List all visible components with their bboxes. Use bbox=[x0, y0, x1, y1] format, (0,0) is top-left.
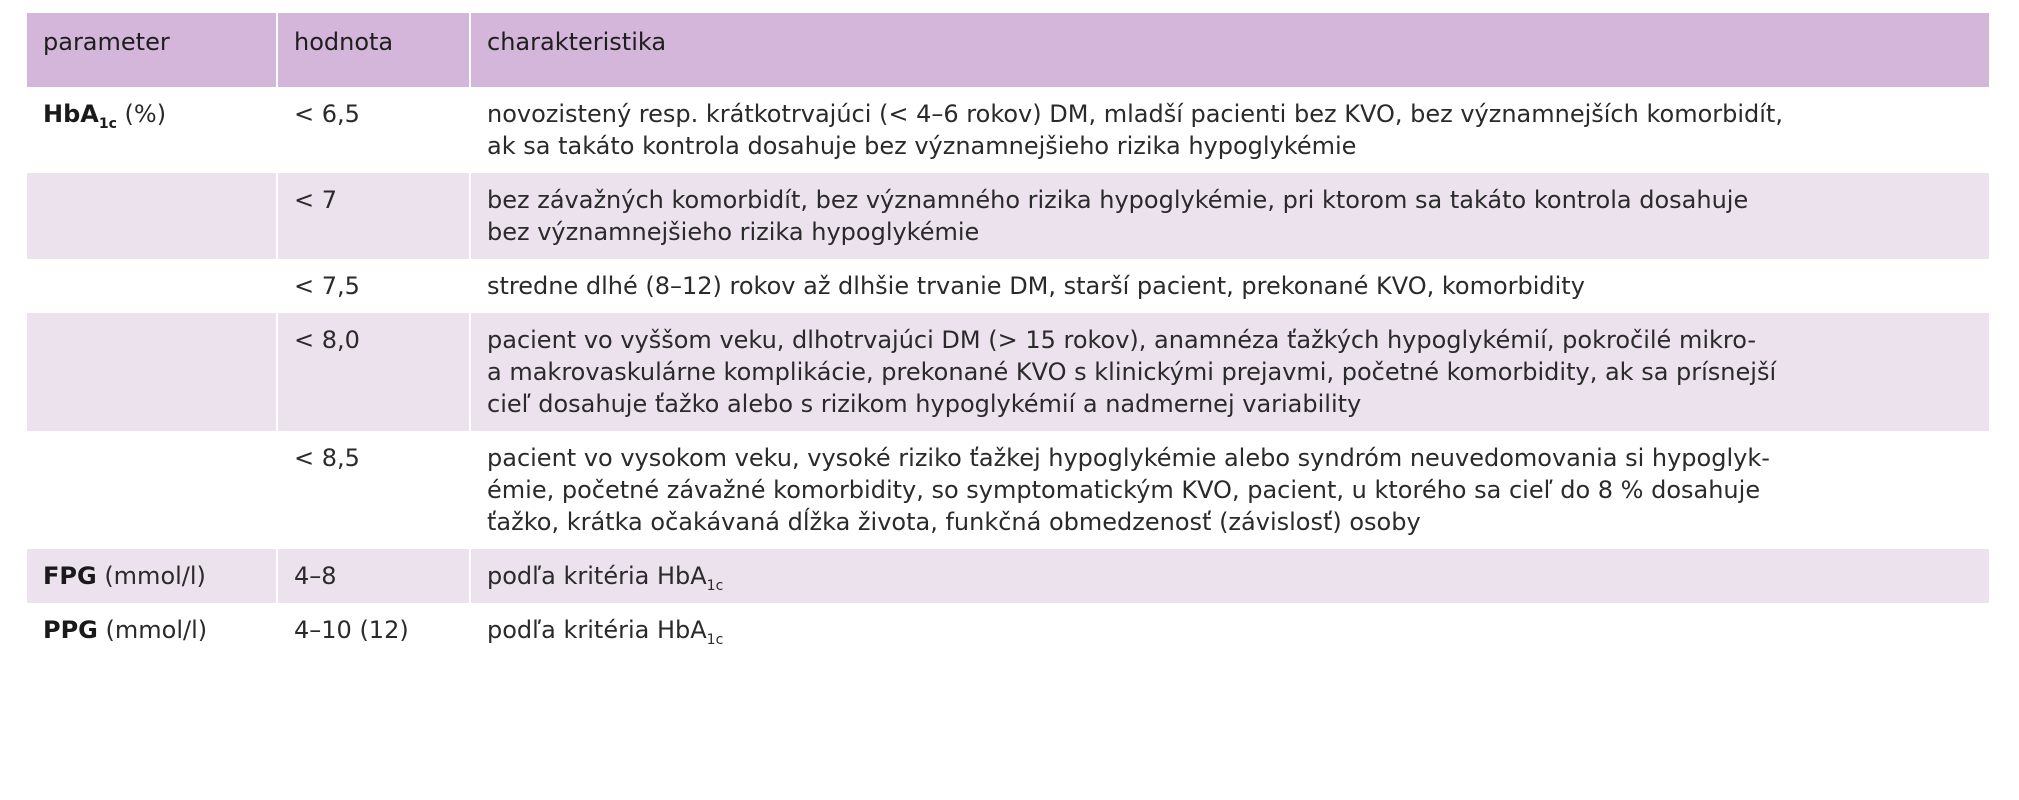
parameter-unit: (mmol/l) bbox=[96, 562, 206, 590]
glycemic-targets-table bbox=[27, 13, 1989, 657]
hodnota-cell: < 8,5 bbox=[277, 431, 470, 549]
parameter-cell bbox=[27, 259, 277, 313]
charakteristika-line: a makrovaskulárne komplikácie, prekonané KVO s klinickými prejavmi, početné komorbidity, ak sa prísnejší bbox=[487, 358, 1777, 386]
parameter-cell bbox=[27, 173, 277, 259]
table-container bbox=[27, 13, 1989, 657]
parameter-subscript: 1c bbox=[98, 116, 117, 132]
parameter-cell bbox=[27, 313, 277, 431]
table-row bbox=[27, 87, 1989, 173]
header-charakteristika: charakteristika bbox=[470, 13, 1989, 87]
parameter-cell bbox=[27, 87, 277, 173]
charakteristika-line: pacient vo vyššom veku, dlhotrvajúci DM (> 15 rokov), anamnéza ťažkých hypoglykémií, pokročilé mikro- bbox=[487, 326, 1757, 354]
charakteristika-cell bbox=[470, 87, 1989, 173]
hodnota-cell: 4–10 (12) bbox=[277, 603, 470, 657]
hodnota-cell: < 8,0 bbox=[277, 313, 470, 431]
table-row bbox=[27, 173, 1989, 259]
charakteristika-cell bbox=[470, 173, 1989, 259]
charakteristika-text: podľa kritéria HbA bbox=[487, 562, 707, 590]
hodnota-cell: < 7 bbox=[277, 173, 470, 259]
charakteristika-line: émie, početné závažné komorbidity, so symptomatickým KVO, pacient, u ktorého sa cieľ do 8 % dosahuje bbox=[487, 476, 1761, 504]
parameter-name: HbA bbox=[43, 100, 99, 128]
table-row bbox=[27, 313, 1989, 431]
table-row bbox=[27, 603, 1989, 657]
charakteristika-cell bbox=[470, 313, 1989, 431]
charakteristika-cell bbox=[470, 259, 1989, 313]
charakteristika-line: stredne dlhé (8–12) rokov až dlhšie trvanie DM, starší pacient, prekonané KVO, komorbidity bbox=[487, 272, 1585, 300]
table-row bbox=[27, 549, 1989, 603]
table-header-row bbox=[27, 13, 1989, 87]
charakteristika-line: novozistený resp. krátkotrvajúci (< 4–6 rokov) DM, mladší pacienti bez KVO, bez významnejších komorbidít, bbox=[487, 100, 1783, 128]
charakteristika-cell bbox=[470, 603, 1989, 657]
table-row bbox=[27, 431, 1989, 549]
parameter-name: FPG bbox=[43, 562, 97, 590]
charakteristika-line: cieľ dosahuje ťažko alebo s rizikom hypoglykémií a nadmernej variability bbox=[487, 390, 1362, 418]
charakteristika-subscript: 1c bbox=[706, 632, 724, 648]
hodnota-cell: < 7,5 bbox=[277, 259, 470, 313]
parameter-unit: (mmol/l) bbox=[97, 616, 208, 644]
charakteristika-line: bez závažných komorbidít, bez významného rizika hypoglykémie, pri ktorom sa takáto kontrola dosahuje bbox=[487, 186, 1749, 214]
parameter-cell bbox=[27, 431, 277, 549]
hodnota-cell: < 6,5 bbox=[277, 87, 470, 173]
parameter-unit: (%) bbox=[116, 100, 167, 128]
hodnota-cell: 4–8 bbox=[277, 549, 470, 603]
parameter-name: PPG bbox=[43, 616, 98, 644]
charakteristika-line: ťažko, krátka očakávaná dĺžka života, funkčná obmedzenosť (závislosť) osoby bbox=[487, 508, 1421, 536]
charakteristika-line: pacient vo vysokom veku, vysoké riziko ťažkej hypoglykémie alebo syndróm neuvedomovania si hypoglyk- bbox=[487, 444, 1770, 472]
charakteristika-line: ak sa takáto kontrola dosahuje bez významnejšieho rizika hypoglykémie bbox=[487, 132, 1357, 160]
charakteristika-subscript: 1c bbox=[706, 578, 724, 594]
charakteristika-line: bez významnejšieho rizika hypoglykémie bbox=[487, 218, 980, 246]
parameter-cell bbox=[27, 603, 277, 657]
charakteristika-cell bbox=[470, 431, 1989, 549]
parameter-cell bbox=[27, 549, 277, 603]
header-parameter: parameter bbox=[27, 13, 277, 87]
charakteristika-text: podľa kritéria HbA bbox=[487, 616, 707, 644]
charakteristika-cell bbox=[470, 549, 1989, 603]
table-row bbox=[27, 259, 1989, 313]
header-hodnota: hodnota bbox=[277, 13, 470, 87]
